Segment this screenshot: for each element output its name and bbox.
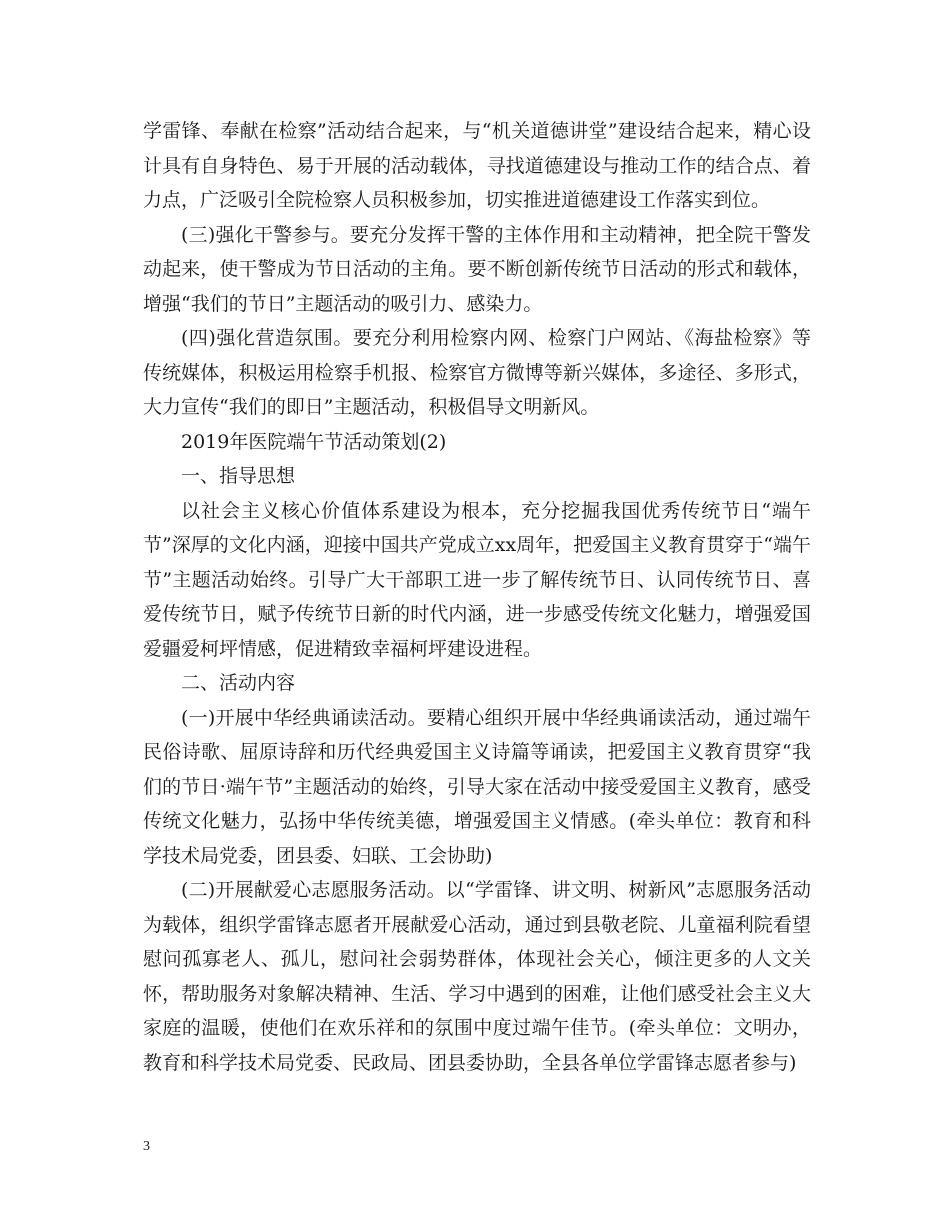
page-number: 3 (143, 1139, 150, 1154)
section-heading-guiding-thought: 一、指导思想 (181, 465, 296, 487)
paragraph-section-three: (三)强化干警参与。要充分发挥干警的主体作用和主动精神，把全院干警发动起来，使干警成为节日活动的主角。要不断创新传统节日活动的形式和载体，增强“我们的节日”主题活动的吸引力、感染力。 (143, 223, 811, 315)
paragraph-continuation: 学雷锋、奉献在检察”活动结合起来，与“机关道德讲堂”建设结合起来，精心设计具有自身特色、易于开展的活动载体，寻找道德建设与推动工作的结合点、着力点，广泛吸引全院检察人员积极参加，切实推进道德建设工作落实到位。 (143, 120, 811, 211)
paragraph-activity-one: (一)开展中华经典诵读活动。要精心组织开展中华经典诵读活动，通过端午民俗诗歌、屈原诗辞和历代经典爱国主义诗篇等诵读，把爱国主义教育贯穿“我们的节日·端午节”主题活动的始终，引导大家在活动中接受爱国主义教育，感受传统文化魅力，弘扬中华传统美德，增强爱国主义情感。(牵头单位：教育和科学技术局党委，团县委、妇联、工会协助) (143, 706, 811, 867)
document-heading: 2019年医院端午节活动策划(2) (181, 430, 447, 453)
document-body (143, 114, 811, 1080)
paragraph-activity-two: (二)开展献爱心志愿服务活动。以“学雷锋、讲文明、树新风”志愿服务活动为载体，组织学雷锋志愿者开展献爱心活动，通过到县敬老院、儿童福利院看望慰问孤寡老人、孤儿，慰问社会弱势群体，体现社会关心，倾注更多的人文关怀，帮助服务对象解决精神、生活、学习中遇到的困难，让他们感受社会主义大家庭的温暖，使他们在欢乐祥和的氛围中度过端午佳节。(牵头单位：文明办，教育和科学技术局党委、民政局、团县委协助，全县各单位学雷锋志愿者参与) (143, 879, 811, 1074)
paragraph-section-four: (四)强化营造氛围。要充分利用检察内网、检察门户网站、《海盐检察》等传统媒体，积极运用检察手机报、检察官方微博等新兴媒体，多途径、多形式，大力宣传“我们的即日”主题活动，积极倡导文明新风。 (143, 327, 811, 418)
paragraph-guiding-thought: 以社会主义核心价值体系建设为根本，充分挖掘我国优秀传统节日“端午节”深厚的文化内涵，迎接中国共产党成立xx周年，把爱国主义教育贯穿于“端午节”主题活动始终。引导广大干部职工进一步了解传统节日、认同传统节日、喜爱传统节日，赋予传统节日新的时代内涵，进一步感受传统文化魅力，增强爱国爱疆爱柯坪情感，促进精致幸福柯坪建设进程。 (143, 499, 811, 660)
section-heading-activity-content: 二、活动内容 (181, 672, 296, 694)
